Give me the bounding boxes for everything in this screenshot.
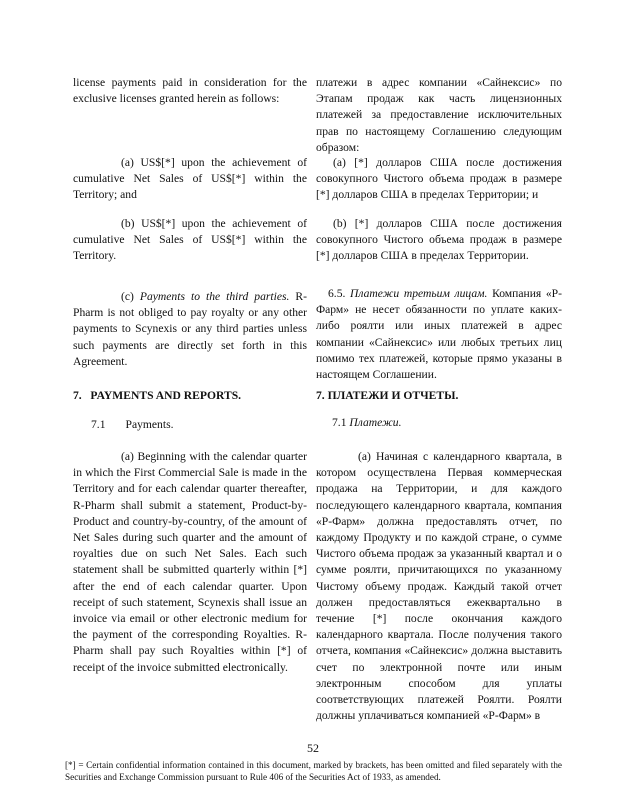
en-section-71-title: Payments. xyxy=(125,418,174,431)
ru-section-7-heading xyxy=(316,388,562,404)
en-intro-paragraph: license payments paid in consideration for the exclusive licenses granted herein as follows: xyxy=(73,76,307,106)
russian-column xyxy=(316,75,562,735)
ru-section-7-number: 7. xyxy=(316,389,325,402)
ru-clause-b: (b) [*] долларов США после достижения совокупного Чистого объема продаж в размере [*] долларов США в пределах Территории. xyxy=(316,217,562,263)
ru-section-71-number: 7.1 xyxy=(332,416,347,429)
ru-section-71-title: Платежи. xyxy=(349,416,402,429)
confidentiality-footnote: [*] = Certain confidential information contained in this document, marked by brackets, has been omitted and filed separately with the Securities and Exchange Commission pursuant to Rule 406 of the Securities Act of 1933, as amended. xyxy=(65,760,562,783)
ru-clause-65 xyxy=(316,286,562,383)
ru-payments-paragraph: (a) Начиная с календарного квартала, в котором осуществлена Первая коммерческая продажа на Территории, и для каждого последующего календарного квартала, компания «Р-Фарм» должна предоставлять отчет, по каждому Продукту и по каждой стране, о сумме Чистого объема продаж за указанный квартал и о сумме роялти, причитающихся по указанному Чистому объему продаж. Каждый такой отчет должен предоставляться ежеквартально в течение [*] после окончания каждого календарного квартала. После получения такого отчета, компания «Сайнексис» должна выставить счет по электронной почте или иным электронным способом для уплаты соответствующих платежей Роялти. Роялти должны уплачиваться компанией «Р-Фарм» в xyxy=(316,450,562,723)
en-section-7-title: PAYMENTS AND REPORTS. xyxy=(90,389,242,402)
en-section-71-number: 7.1 xyxy=(91,418,106,431)
en-section-7-heading xyxy=(73,388,307,404)
en-clause-c-label: (c) xyxy=(121,290,134,303)
ru-section-71-heading xyxy=(316,415,562,431)
ru-section-7-title: ПЛАТЕЖИ И ОТЧЕТЫ. xyxy=(327,389,459,402)
en-section-71-heading xyxy=(73,417,307,433)
ru-clause-65-body: Компания «Р-Фарм» не несет обязанности по уплате каких-либо роялти или иных платежей в адрес компании «Сайнексис» или любых третьих лиц помимо тех платежей, которые прямо указаны в настоящем Соглашении. xyxy=(316,287,562,382)
en-clause-c xyxy=(73,289,307,370)
en-clause-c-body: R-Pharm is not obliged to pay royalty or any other payments to Scynexis or any third parties unless such payments are directly set forth in this Agreement. xyxy=(73,290,307,368)
en-clause-b: (b) US$[*] upon the achievement of cumulative Net Sales of US$[*] within the Territory. xyxy=(73,217,307,263)
ru-intro-paragraph: платежи в адрес компании «Сайнексис» по Этапам продаж как часть лицензионных платежей за предоставление исключительных прав по настоящему Соглашению следующим образом: xyxy=(316,76,562,154)
en-clause-c-title: Payments to the third parties. xyxy=(139,290,290,303)
english-column xyxy=(73,75,307,735)
page-number: 52 xyxy=(307,741,319,755)
en-clause-a: (a) US$[*] upon the achievement of cumulative Net Sales of US$[*] within the Territory; and xyxy=(73,156,307,202)
en-section-7-number: 7. xyxy=(73,389,82,402)
ru-clause-65-title: Платежи третьим лицам. xyxy=(350,287,488,300)
ru-clause-a: (a) [*] долларов США после достижения совокупного Чистого объема продаж в размере [*] долларов США в пределах Территории; и xyxy=(316,156,562,202)
ru-clause-65-label: 6.5. xyxy=(328,287,346,300)
en-payments-paragraph: (a) Beginning with the calendar quarter in which the First Commercial Sale is made in the Territory and for each calendar quarter thereafter, R-Pharm shall submit a statement, Product-by-Product and country-by-country, of the amount of Net Sales during such quarter and the amount of royalties due on such Net Sales. Each such statement shall be submitted quarterly within [*] after the end of each calendar quarter. Upon receipt of such statement, Scynexis shall issue an invoice via email or other electronic medium for the payment of the corresponding Royalties. R-Pharm shall pay such Royalties within [*] of receipt of the invoice submitted electronically. xyxy=(73,450,307,674)
